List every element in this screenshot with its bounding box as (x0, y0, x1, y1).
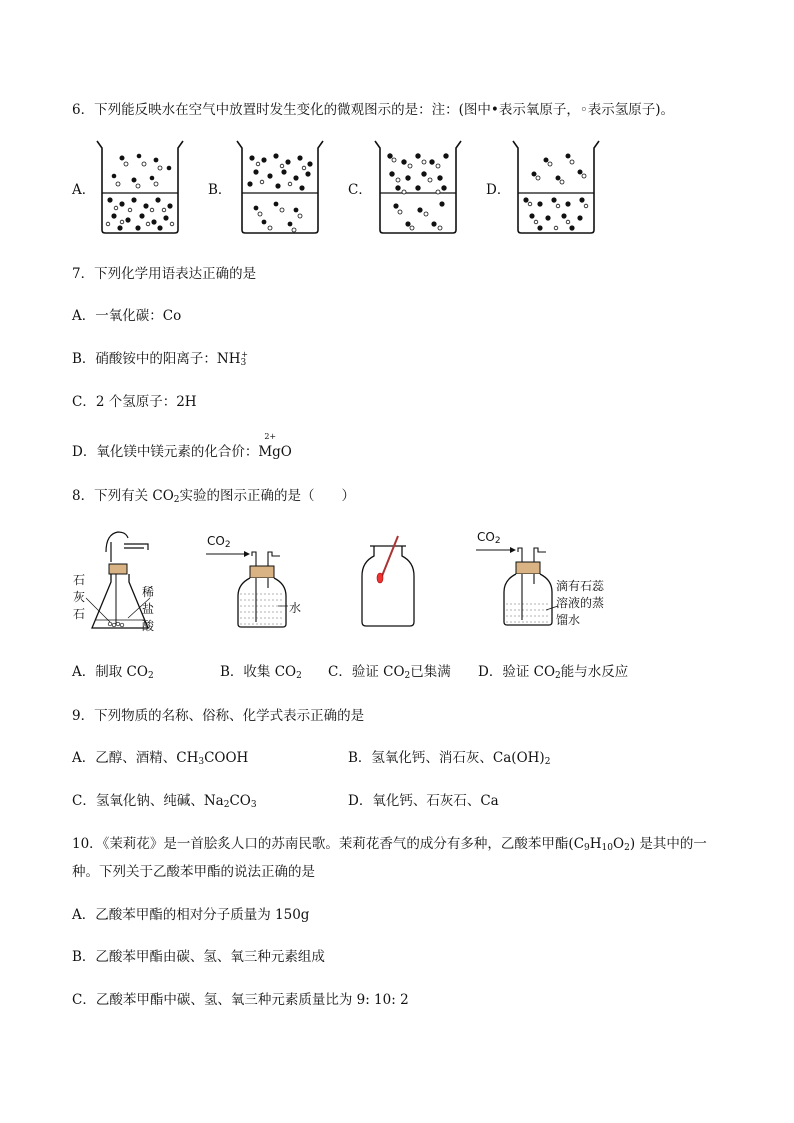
beaker-a-figure (94, 138, 186, 236)
q6-option-b-label: B． (208, 182, 232, 198)
caption-text: B．收集 CO (220, 664, 297, 680)
caption-text: A．制取 CO (72, 664, 148, 680)
caption-text: D．验证 CO (478, 664, 556, 680)
apparatus-b-water-label: 水 (289, 601, 302, 615)
q6-option-a-label: A． (72, 182, 96, 198)
litmus-label-3: 馏水 (556, 613, 581, 627)
q7-option-b (72, 347, 248, 368)
q8-stem-suffix: 实验的图示正确的是（ ） (179, 488, 356, 504)
label-right-3: 酸 (142, 619, 155, 633)
apparatus-d-label (556, 578, 604, 629)
q8-caption-c (328, 660, 451, 681)
q7-option-d-formula: MgO (258, 444, 292, 460)
apparatus-c-figure (356, 532, 420, 630)
option-sub: 2 (544, 757, 551, 767)
formula-sub: 2 (624, 843, 630, 853)
beaker-c-figure (372, 138, 464, 236)
option-mid: CO (229, 793, 251, 809)
q6-option-d-label: D． (486, 182, 511, 198)
formula-sub: 9 (584, 843, 590, 853)
option-text: C．氢氧化钠、纯碱、Na (72, 793, 224, 809)
q10-option-a: A．乙酸苯甲酯的相对分子质量为 150g (72, 907, 310, 923)
litmus-label-2: 溶液的蒸 (556, 596, 605, 610)
stem-suffix: ) 是其中的一 (629, 836, 707, 852)
apparatus-d-figure (474, 544, 564, 630)
gas-label: CO (207, 534, 225, 548)
q8-stem-sub: 2 (173, 495, 180, 505)
option-text: A．乙醇、酒精、CH (72, 750, 199, 766)
option-text: B．氢氧化钙、消石灰、Ca(OH) (348, 750, 545, 766)
label-right-1: 稀 (142, 585, 155, 599)
q7-option-d (72, 432, 292, 460)
formula-sub: 10 (601, 843, 613, 853)
q9-option-c (72, 789, 257, 810)
option-sub: 3 (250, 800, 257, 810)
caption-sub: 2 (296, 671, 302, 681)
q6-option-c-label: C． (348, 182, 372, 198)
q8-caption-d (478, 660, 628, 681)
q7-option-b-sub: 3 (240, 358, 247, 368)
q7-option-d-text: D．氧化镁中镁元素的化合价： (72, 444, 259, 460)
q9-option-d: D．氧化钙、石灰石、Ca (348, 793, 499, 809)
label-left-3: 石 (73, 607, 86, 621)
apparatus-b-figure (204, 548, 304, 630)
q9-option-a (72, 746, 248, 767)
q10-option-c: C．乙酸苯甲酯中碳、氢、氧三种元素质量比为 9: 10: 2 (72, 992, 409, 1008)
gas-label-sub: 2 (494, 536, 501, 546)
caption-suffix: 能与水反应 (560, 664, 629, 680)
q9-stem: 9．下列物质的名称、俗称、化学式表示正确的是 (72, 708, 365, 724)
caption-text: C．验证 CO (328, 664, 405, 680)
label-left-1: 石 (73, 573, 86, 587)
q7-option-c: C．2 个氢原子：2H (72, 394, 197, 410)
q8-stem-text: 8．下列有关 CO (72, 488, 174, 504)
q9-option-b (348, 746, 550, 767)
apparatus-a-label-right (142, 584, 154, 635)
q7-option-d-valence: 2+ (264, 432, 277, 441)
q7-option-a: A．一氧化碳：Co (72, 308, 182, 324)
formula-h: H (589, 836, 602, 852)
caption-sub: 2 (404, 671, 411, 681)
caption-sub: 2 (555, 671, 561, 681)
q10-stem-line2: 种。下列关于乙酸苯甲酯的说法正确的是 (72, 864, 315, 880)
q6-stem: 6．下列能反映水在空气中放置时发生变化的微观图示的是：注：(图中•表示氧原子，◦表示氢原子)。 (72, 102, 675, 118)
option-sub: 3 (198, 757, 205, 767)
q10-stem-line1 (72, 832, 707, 853)
label-left-2: 灰 (73, 590, 86, 604)
q7-option-d-formula-wrap (258, 432, 292, 460)
caption-sub: 2 (147, 671, 154, 681)
beaker-d-figure (510, 138, 602, 236)
beaker-b-figure (234, 138, 326, 236)
q8-stem (72, 484, 355, 505)
option-sub: 2 (223, 800, 230, 810)
caption-suffix: 已集满 (410, 664, 451, 680)
stem-text: 10．《茉莉花》是一首脍炙人口的苏南民歌。茉莉花香气的成分有多种，乙酸苯甲酯(C (72, 836, 585, 852)
q7-stem: 7．下列化学用语表达正确的是 (72, 266, 257, 282)
gas-label: CO (477, 530, 495, 544)
litmus-label-1: 滴有石蕊 (556, 579, 605, 593)
q10-option-b: B．乙酸苯甲酯由碳、氢、氧三种元素组成 (72, 949, 325, 965)
q7-option-b-sup: + (241, 350, 248, 359)
q7-option-b-text: B．硝酸铵中的阳离子：NH (72, 351, 241, 367)
label-right-2: 盐 (142, 602, 155, 616)
option-suffix: COOH (204, 750, 249, 766)
gas-label-sub: 2 (224, 540, 231, 550)
q8-caption-a (72, 660, 154, 681)
q8-caption-b (220, 660, 302, 681)
formula-o: O (613, 836, 625, 852)
apparatus-a-label-left (73, 572, 85, 623)
